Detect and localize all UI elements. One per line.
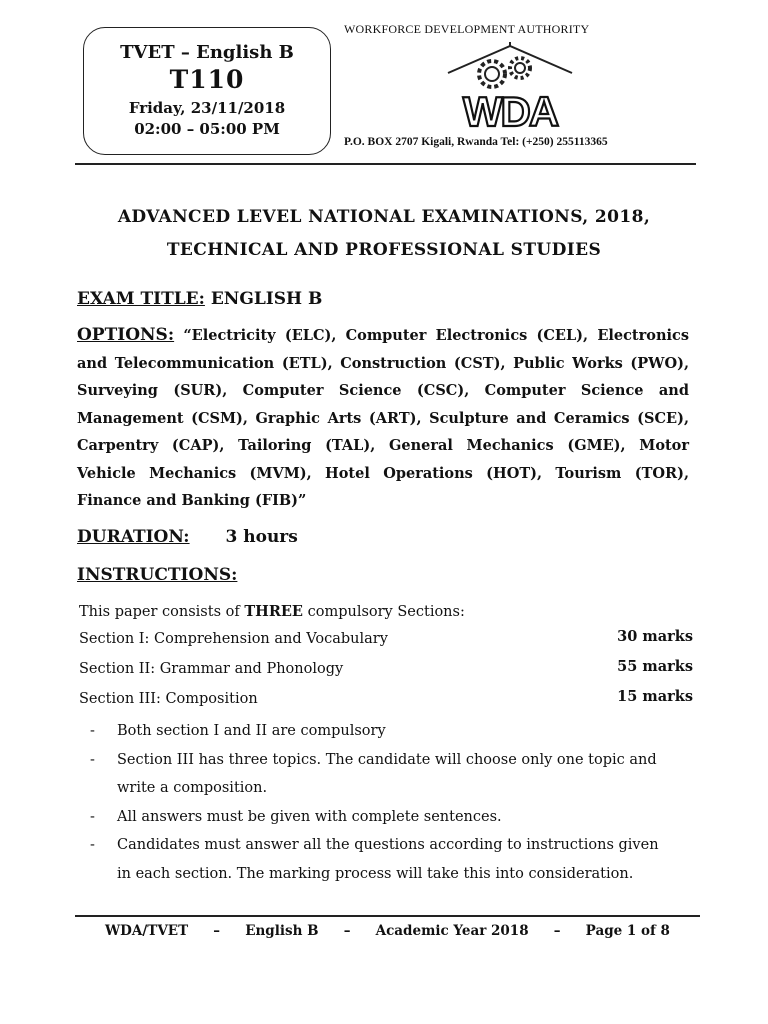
section-name: Section I: Comprehension and Vocabulary xyxy=(79,631,388,647)
footer-separator: – xyxy=(343,923,351,939)
bullet-text: Section III has three topics. The candidate will choose only one topic and write a composition. xyxy=(117,751,657,796)
instruction-bullets xyxy=(90,717,670,888)
footer-divider xyxy=(75,915,700,917)
wda-logo xyxy=(440,40,580,132)
footer-separator: – xyxy=(213,923,221,939)
header-divider xyxy=(75,163,696,165)
bullet-dash: - xyxy=(90,723,95,739)
bullet-dash: - xyxy=(90,808,95,825)
exam-title xyxy=(77,289,322,309)
exam-title-value: ENGLISH B xyxy=(210,289,323,309)
exam-subject: TVET – English B xyxy=(120,42,294,63)
options-paragraph xyxy=(77,322,689,515)
authority-name: WORKFORCE DEVELOPMENT AUTHORITY xyxy=(344,22,590,36)
bullet-dash: - xyxy=(90,751,95,768)
section-row xyxy=(79,658,693,677)
intro-text-after: compulsory Sections: xyxy=(302,604,465,620)
footer-separator: – xyxy=(553,923,561,939)
section-name: Section II: Grammar and Phonology xyxy=(79,661,344,677)
instructions-intro xyxy=(79,603,465,620)
duration xyxy=(77,527,298,547)
logo-text: WDA xyxy=(462,88,558,132)
exam-title-label: EXAM TITLE: xyxy=(77,289,205,309)
options-text: “Electricity (ELC), Computer Electronics (CEL), Electronics and Telecommunication (ETL), Construction (CST), Public Works (PWO), Surveying (SUR), Computer Science (CSC), Computer Science and Management (CSM), Graphic Arts (ART), Sculpture and Ceramics (SCE), Carpentry (CAP), Tailoring (TAL), General Mechanics (GME), Motor Vehicle Mechanics (MVM), Hotel Operations (HOT), Tourism (TOR), Finance and Banking (FIB)” xyxy=(77,327,689,509)
bullet-dash: - xyxy=(90,837,95,853)
section-row xyxy=(79,688,693,707)
section-row xyxy=(79,628,693,647)
exam-info-box xyxy=(83,27,331,155)
list-item xyxy=(90,831,670,888)
intro-text-before: This paper consists of xyxy=(79,604,245,620)
section-marks: 30 marks xyxy=(617,628,693,645)
bullet-text: All answers must be given with complete sentences. xyxy=(117,808,502,825)
footer-year: Academic Year 2018 xyxy=(375,923,529,939)
footer-subject: English B xyxy=(245,923,319,939)
instructions-heading xyxy=(77,565,237,585)
exam-code: T110 xyxy=(169,65,245,94)
gear-icon xyxy=(479,58,530,87)
page-footer xyxy=(105,923,670,939)
section-marks: 55 marks xyxy=(617,658,693,675)
authority-address: P.O. BOX 2707 Kigali, Rwanda Tel: (+250) 255113365 xyxy=(344,136,608,148)
list-item xyxy=(90,746,670,803)
section-marks: 15 marks xyxy=(617,688,693,705)
list-item xyxy=(90,717,670,746)
options-label: OPTIONS: xyxy=(77,325,175,345)
duration-label: DURATION: xyxy=(77,527,190,547)
bullet-text: Candidates must answer all the questions according to instructions given in each section. The marking process will take this into consideration. xyxy=(117,837,659,882)
duration-value: 3 hours xyxy=(225,527,298,547)
exam-time: 02:00 – 05:00 PM xyxy=(134,120,280,138)
bullet-text: Both section I and II are compulsory xyxy=(117,723,386,739)
intro-bold: THREE xyxy=(244,603,303,620)
main-title-line-2: TECHNICAL AND PROFESSIONAL STUDIES xyxy=(166,240,602,260)
footer-org: WDA/TVET xyxy=(105,923,189,939)
exam-date: Friday, 23/11/2018 xyxy=(128,99,286,117)
section-name: Section III: Composition xyxy=(79,691,258,707)
list-item xyxy=(90,803,670,832)
instructions-label: INSTRUCTIONS: xyxy=(77,565,238,585)
footer-page: Page 1 of 8 xyxy=(585,923,670,939)
main-title-line-1: ADVANCED LEVEL NATIONAL EXAMINATIONS, 2018, xyxy=(117,207,651,227)
